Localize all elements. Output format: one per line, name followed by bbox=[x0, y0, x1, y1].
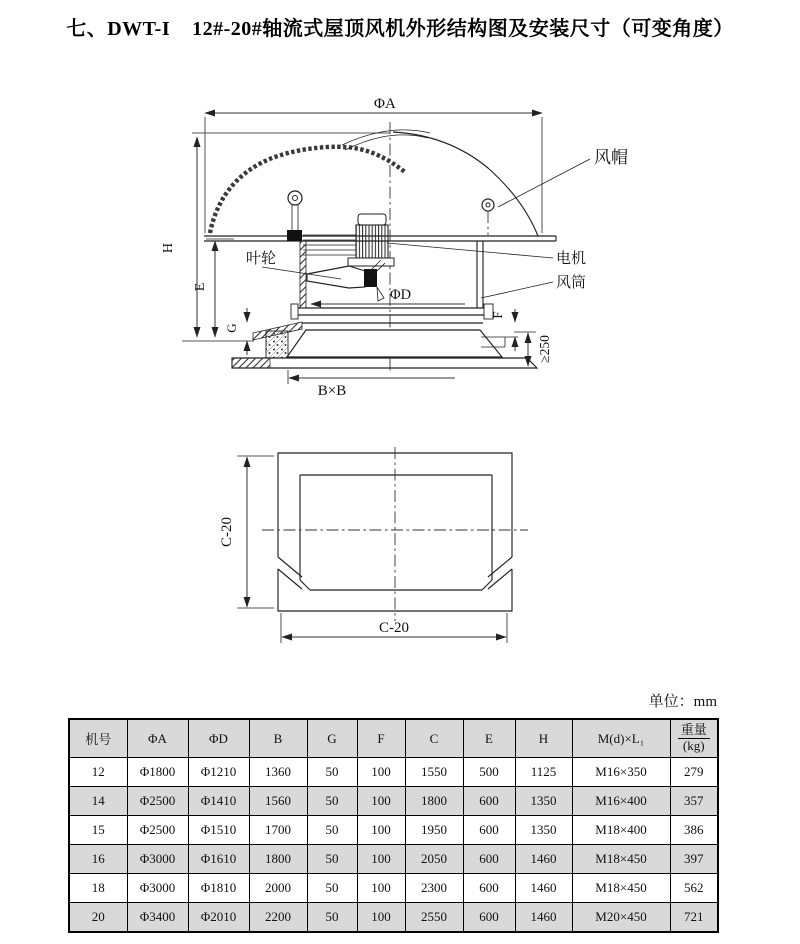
right-pivot-bolt bbox=[482, 199, 494, 211]
table-cell: 1350 bbox=[515, 787, 572, 816]
table-cell: 2300 bbox=[405, 874, 463, 903]
table-row bbox=[69, 874, 718, 903]
header-weight-unit: (kg) bbox=[682, 738, 705, 753]
dimension-phi-d bbox=[311, 287, 465, 304]
table-cell: 100 bbox=[357, 845, 405, 874]
dim-c20-vertical-label: C-20 bbox=[219, 517, 235, 547]
table-cell: 1800 bbox=[405, 787, 463, 816]
header-c: C bbox=[405, 719, 463, 758]
header-weight bbox=[670, 719, 718, 758]
dim-h-label: H bbox=[161, 242, 176, 254]
table-cell: Φ3400 bbox=[127, 903, 188, 933]
duct-label: 风筒 bbox=[556, 275, 587, 291]
table-cell: 100 bbox=[357, 874, 405, 903]
table-row bbox=[69, 816, 718, 845]
dim-e-label: E bbox=[193, 282, 208, 292]
table-cell: 1950 bbox=[405, 816, 463, 845]
table-cell: 721 bbox=[670, 903, 718, 933]
table-cell: Φ2500 bbox=[127, 816, 188, 845]
table-cell: M18×450 bbox=[572, 845, 670, 874]
table-cell: 1460 bbox=[515, 874, 572, 903]
unit-note: 单位：mm bbox=[648, 694, 717, 710]
table-cell: Φ1810 bbox=[188, 874, 249, 903]
header-b: B bbox=[249, 719, 307, 758]
header-h: H bbox=[515, 719, 572, 758]
table-cell: 14 bbox=[69, 787, 127, 816]
table-cell: Φ3000 bbox=[127, 845, 188, 874]
duct bbox=[291, 241, 493, 319]
table-header-row bbox=[69, 719, 718, 758]
table-cell: 600 bbox=[463, 903, 515, 933]
base-body bbox=[287, 330, 502, 357]
dim-phi-d-label: ΦD bbox=[390, 287, 412, 303]
header-model: 机号 bbox=[69, 719, 127, 758]
hinge-block bbox=[287, 230, 302, 241]
table-cell: Φ1410 bbox=[188, 787, 249, 816]
table-cell: 600 bbox=[463, 874, 515, 903]
table-cell: M18×450 bbox=[572, 874, 670, 903]
table-cell: 100 bbox=[357, 903, 405, 933]
table-cell: 50 bbox=[307, 787, 357, 816]
header-weight-label: 重量 bbox=[678, 723, 710, 739]
table-cell: Φ1510 bbox=[188, 816, 249, 845]
header-bolt: M(d)×L₁ bbox=[572, 719, 670, 758]
motor-label: 电机 bbox=[556, 251, 587, 267]
table-cell: Φ2500 bbox=[127, 787, 188, 816]
table-cell: 100 bbox=[357, 787, 405, 816]
table-cell: 50 bbox=[307, 903, 357, 933]
table-cell: 1125 bbox=[515, 758, 572, 787]
dim-min-height-label: ≥250 bbox=[537, 335, 552, 363]
table-cell: 1550 bbox=[405, 758, 463, 787]
dim-f-label: F bbox=[490, 311, 505, 319]
table-cell: 600 bbox=[463, 787, 515, 816]
dimension-e bbox=[182, 239, 254, 341]
dimension-table bbox=[68, 718, 719, 933]
table-cell: 386 bbox=[670, 816, 718, 845]
header-phi-a: ΦA bbox=[127, 719, 188, 758]
page-title: 七、DWT-I 12#-20#轴流式屋顶风机外形结构图及安装尺寸（可变角度） bbox=[66, 18, 734, 40]
header-e: E bbox=[463, 719, 515, 758]
table-cell: M20×450 bbox=[572, 903, 670, 933]
table-cell: M18×400 bbox=[572, 816, 670, 845]
table-cell: 1460 bbox=[515, 845, 572, 874]
table-cell: 1360 bbox=[249, 758, 307, 787]
table-cell: 600 bbox=[463, 816, 515, 845]
dimension-f bbox=[490, 309, 515, 351]
table-cell: 1560 bbox=[249, 787, 307, 816]
dimension-bxb bbox=[288, 370, 455, 399]
header-g: G bbox=[307, 719, 357, 758]
dimension-min-height bbox=[514, 332, 552, 366]
impeller-hub bbox=[364, 269, 377, 287]
table-cell: Φ2010 bbox=[188, 903, 249, 933]
table-cell: 562 bbox=[670, 874, 718, 903]
table-cell: 600 bbox=[463, 845, 515, 874]
table-cell: Φ1800 bbox=[127, 758, 188, 787]
dim-g-label: G bbox=[224, 323, 239, 333]
table-cell: 1350 bbox=[515, 816, 572, 845]
table-cell: 2550 bbox=[405, 903, 463, 933]
table-cell: Φ1210 bbox=[188, 758, 249, 787]
table-cell: 1460 bbox=[515, 903, 572, 933]
table-cell: 50 bbox=[307, 816, 357, 845]
dim-bxb-label: B×B bbox=[317, 383, 347, 399]
table-cell: 50 bbox=[307, 874, 357, 903]
table-cell: 2200 bbox=[249, 903, 307, 933]
hood-label: 风帽 bbox=[594, 148, 628, 167]
table-row bbox=[69, 903, 718, 933]
table-cell: Φ3000 bbox=[127, 874, 188, 903]
dimension-h bbox=[161, 137, 197, 337]
left-pivot-bolt bbox=[288, 191, 302, 205]
table-row bbox=[69, 787, 718, 816]
dim-c20-horizontal-label: C-20 bbox=[379, 620, 409, 636]
technical-drawing bbox=[0, 75, 800, 675]
table-cell: 1800 bbox=[249, 845, 307, 874]
dimension-c20-horizontal bbox=[281, 613, 507, 643]
dimension-g bbox=[224, 308, 247, 355]
table-cell: 20 bbox=[69, 903, 127, 933]
table-cell: 16 bbox=[69, 845, 127, 874]
table-cell: Φ1610 bbox=[188, 845, 249, 874]
header-phi-d: ΦD bbox=[188, 719, 249, 758]
table-row bbox=[69, 845, 718, 874]
curb-block bbox=[266, 331, 288, 358]
base-curb bbox=[232, 322, 537, 368]
table-cell: 50 bbox=[307, 845, 357, 874]
table-cell: M16×400 bbox=[572, 787, 670, 816]
top-view bbox=[219, 447, 528, 643]
table-cell: 12 bbox=[69, 758, 127, 787]
table-cell: 50 bbox=[307, 758, 357, 787]
table-row bbox=[69, 758, 718, 787]
table-cell: 100 bbox=[357, 758, 405, 787]
dimension-c20-vertical bbox=[219, 456, 274, 608]
table-cell: 1700 bbox=[249, 816, 307, 845]
inner-opening bbox=[300, 475, 492, 590]
table-cell: 500 bbox=[463, 758, 515, 787]
table-cell: 18 bbox=[69, 874, 127, 903]
table-cell: 15 bbox=[69, 816, 127, 845]
header-f: F bbox=[357, 719, 405, 758]
table-cell: 100 bbox=[357, 816, 405, 845]
front-view bbox=[161, 96, 628, 399]
dim-phi-a-label: ΦA bbox=[374, 96, 396, 112]
table-cell: 357 bbox=[670, 787, 718, 816]
table-cell: 397 bbox=[670, 845, 718, 874]
table-cell: 2000 bbox=[249, 874, 307, 903]
duct-left-wall bbox=[300, 241, 306, 308]
table-cell: 2050 bbox=[405, 845, 463, 874]
hood-right-curve bbox=[393, 132, 538, 236]
impeller-label: 叶轮 bbox=[246, 251, 277, 267]
motor bbox=[303, 214, 394, 266]
table-cell: M16×350 bbox=[572, 758, 670, 787]
table-cell: 279 bbox=[670, 758, 718, 787]
